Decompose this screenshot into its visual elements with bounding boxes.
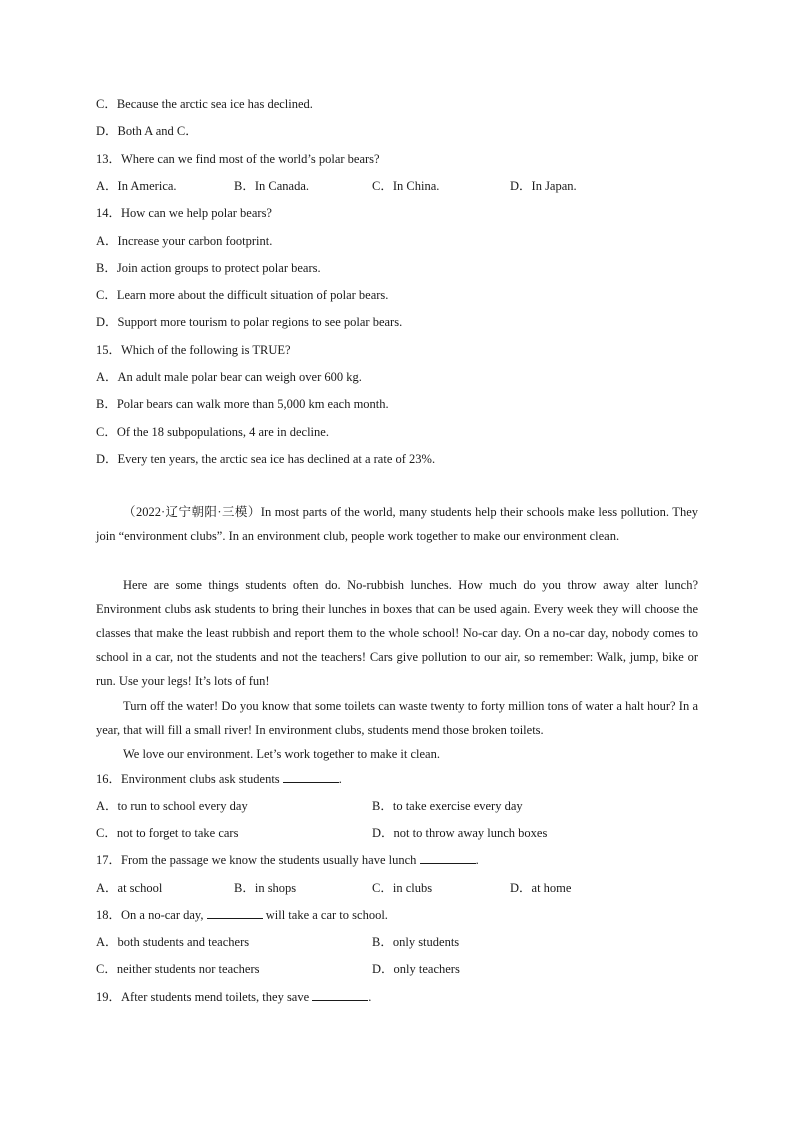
q13-option-a[interactable] — [96, 178, 177, 194]
q16-option-b[interactable] — [372, 798, 523, 814]
option-text: Every ten years, the arctic sea ice has declined at a rate of 23%. — [117, 452, 436, 466]
option-text: Both A and C． — [117, 124, 198, 138]
option-label: C． — [96, 288, 117, 302]
q17-options — [96, 880, 696, 896]
option-label: B． — [234, 881, 255, 895]
q15-option-a[interactable] — [96, 369, 362, 385]
q18-option-d[interactable] — [372, 961, 460, 977]
q14-option-c[interactable] — [96, 287, 388, 303]
option-label: D． — [96, 124, 118, 138]
q16-option-a[interactable] — [96, 798, 248, 814]
q18-stem — [96, 907, 388, 923]
q18-options-row-1 — [96, 934, 696, 950]
q15-option-b[interactable] — [96, 396, 389, 412]
q16-option-d[interactable] — [372, 825, 547, 841]
q16-options-row-2 — [96, 825, 696, 841]
q17-option-b[interactable] — [234, 880, 296, 896]
q14-option-a[interactable] — [96, 233, 272, 249]
option-text: in clubs — [392, 881, 433, 895]
q18-option-a[interactable] — [96, 934, 249, 950]
q16-stem — [96, 771, 342, 787]
option-label: A． — [96, 370, 118, 384]
option-text: at home — [531, 881, 572, 895]
option-label: D． — [510, 881, 532, 895]
stem-text: 19．After students mend toilets, they save — [96, 990, 313, 1004]
q18-options-row-2 — [96, 961, 696, 977]
option-text: Because the arctic sea ice has declined. — [116, 97, 313, 111]
q19-stem — [96, 989, 371, 1005]
option-label: B． — [372, 799, 393, 813]
option-text: only students — [392, 935, 460, 949]
q17-option-c[interactable] — [372, 880, 432, 896]
q15-option-c[interactable] — [96, 424, 329, 440]
option-label: A． — [96, 179, 118, 193]
answer-blank[interactable] — [420, 852, 476, 864]
q13-stem: 13．Where can we find most of the world’s polar bears? — [96, 152, 380, 166]
stem-text: . — [368, 990, 372, 1004]
option-text: In Canada. — [254, 179, 309, 193]
option-text: In America. — [117, 179, 177, 193]
option-text: An adult male polar bear can weigh over 600 kg. — [117, 370, 362, 384]
option-text: Join action groups to protect polar bears. — [116, 261, 321, 275]
option-text: to run to school every day — [117, 799, 248, 813]
option-label: D． — [372, 826, 394, 840]
q17-stem — [96, 852, 479, 868]
option-text: not to forget to take cars — [116, 826, 239, 840]
stem-text: 18．On a no-car day, — [96, 908, 207, 922]
option-label: C． — [372, 881, 393, 895]
q13-option-c[interactable] — [372, 178, 439, 194]
option-label: C． — [96, 97, 117, 111]
stem-text: 17．From the passage we know the students usually have lunch — [96, 853, 420, 867]
passage-paragraph-4: We love our environment. Let’s work together to make it clean. — [123, 747, 440, 761]
q14-stem: 14．How can we help polar bears? — [96, 206, 272, 220]
option-text: Support more tourism to polar regions to see polar bears. — [117, 315, 403, 329]
q14-option-b[interactable] — [96, 260, 321, 276]
stem-text: . — [475, 853, 479, 867]
option-text: Learn more about the difficult situation of polar bears. — [116, 288, 389, 302]
option-text: neither students nor teachers — [116, 962, 260, 976]
q18-option-c[interactable] — [96, 961, 260, 977]
option-label: A． — [96, 799, 118, 813]
option-label: B． — [372, 935, 393, 949]
q16-options-row-1 — [96, 798, 696, 814]
option-text: only teachers — [393, 962, 460, 976]
stem-text: will take a car to school. — [262, 908, 388, 922]
q13-options — [96, 178, 696, 194]
option-label: B． — [96, 397, 117, 411]
q17-option-d[interactable] — [510, 880, 571, 896]
q14-option-d[interactable] — [96, 314, 402, 330]
option-label: C． — [96, 962, 117, 976]
option-label: C． — [96, 425, 117, 439]
option-text: not to throw away lunch boxes — [393, 826, 548, 840]
q16-option-c[interactable] — [96, 825, 238, 841]
stem-text: 16．Environment clubs ask students — [96, 772, 283, 786]
q13-option-d[interactable] — [510, 178, 577, 194]
option-text: In China. — [392, 179, 440, 193]
option-label: B． — [234, 179, 255, 193]
option-label: C． — [372, 179, 393, 193]
option-text: In Japan. — [531, 179, 577, 193]
answer-blank[interactable] — [283, 771, 339, 783]
q18-option-b[interactable] — [372, 934, 459, 950]
option-label: D． — [96, 452, 118, 466]
q15-stem: 15．Which of the following is TRUE? — [96, 343, 291, 357]
option-label: D． — [510, 179, 532, 193]
option-text: both students and teachers — [117, 935, 250, 949]
q15-option-d[interactable] — [96, 451, 435, 467]
option-label: A． — [96, 881, 118, 895]
option-text: to take exercise every day — [392, 799, 523, 813]
q12-option-d — [96, 123, 198, 139]
option-text: Polar bears can walk more than 5,000 km each month. — [116, 397, 389, 411]
option-text: at school — [117, 881, 163, 895]
option-label: D． — [372, 962, 394, 976]
option-text: Of the 18 subpopulations, 4 are in decline. — [116, 425, 329, 439]
option-text: in shops — [254, 881, 297, 895]
passage-paragraph-1: （2022·辽宁朝阳·三模）In most parts of the world, many students help their schools make less pollution. They join “environment clubs”. In an environment club, people work together to make our environment clean. — [96, 505, 698, 543]
q17-option-a[interactable] — [96, 880, 162, 896]
option-label: B． — [96, 261, 117, 275]
option-label: A． — [96, 234, 118, 248]
q13-option-b[interactable] — [234, 178, 309, 194]
passage-paragraph-2: Here are some things students often do. No-rubbish lunches. How much do you throw away alter lunch? Environment clubs ask students to bring their lunches in boxes that can be used again. Every week they will choose the classes that make the least rubbish and report them to the whole school! No-car day. On a no-car day, nobody comes to school in a car, not the students and not the teachers! Cars give pollution to our air, so remember: Walk, jump, bike or run. Use your legs! It’s lots of fun! — [96, 578, 698, 688]
option-label: D． — [96, 315, 118, 329]
answer-blank[interactable] — [312, 989, 368, 1001]
passage-paragraph-3: Turn off the water! Do you know that some toilets can waste twenty to forty million tons of water a halt hour? In a year, that will fill a small river! In environment clubs, students mend those broken toilets. — [96, 699, 698, 737]
option-label: A． — [96, 935, 118, 949]
answer-blank[interactable] — [207, 907, 263, 919]
option-label: C． — [96, 826, 117, 840]
stem-text: . — [338, 772, 342, 786]
option-text: Increase your carbon footprint. — [117, 234, 273, 248]
q12-option-c — [96, 96, 313, 112]
